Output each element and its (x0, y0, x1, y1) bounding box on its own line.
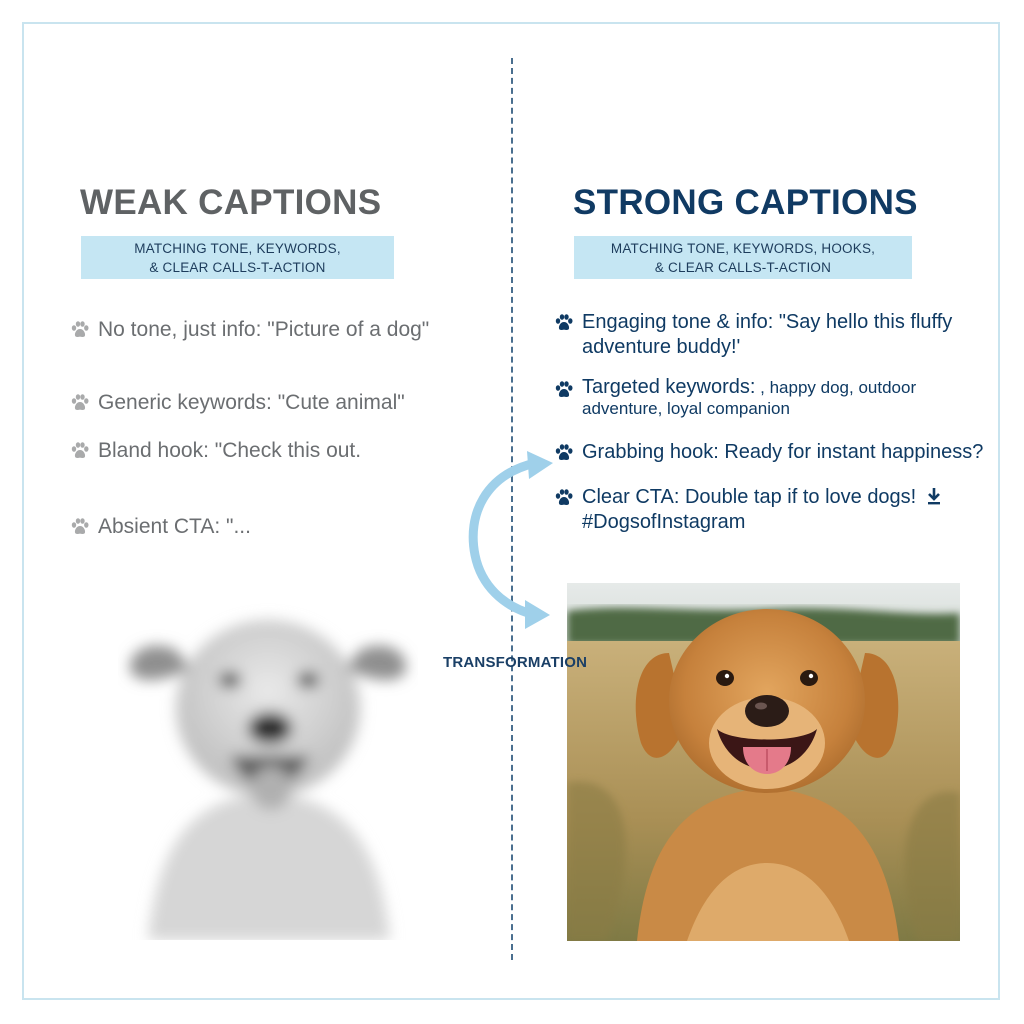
paw-icon (70, 320, 90, 340)
strong-captions-banner (574, 236, 912, 279)
paw-icon (70, 441, 90, 461)
weak-item-keywords (70, 390, 440, 415)
transformation-label: TRANSFORMATION (443, 654, 588, 671)
strong-banner-line2: & CLEAR CALLS-T-ACTION (654, 259, 832, 275)
strong-cta-line: Clear CTA: Double tap if to love dogs! (582, 486, 917, 508)
paw-icon (554, 380, 574, 400)
strong-dog-photo (567, 583, 960, 941)
strong-item-cta-text (582, 485, 942, 535)
weak-item-tone-text: No tone, just info: "Picture of a dog" (98, 318, 430, 341)
strong-item-tone (554, 310, 994, 360)
strong-cta-hashtag: #DogsofInstagram (582, 511, 746, 533)
paw-icon (70, 517, 90, 537)
strong-keywords-label: Targeted keywords: (582, 376, 756, 398)
paw-icon (554, 313, 574, 333)
strong-item-tone-text: Engaging tone & info: "Say hello this fluffy adventure buddy!' (582, 311, 953, 358)
strong-item-hook (554, 440, 994, 465)
blurred-dog-illustration (118, 598, 418, 940)
strong-item-keywords (554, 377, 994, 419)
weak-item-cta-text: Absient CTA: "... (98, 515, 251, 538)
weak-captions-title: WEAK CAPTIONS (80, 183, 382, 222)
weak-banner-line2: & CLEAR CALLS-T-ACTION (149, 259, 326, 275)
weak-item-hook (70, 438, 440, 463)
strong-captions-title: STRONG CAPTIONS (573, 183, 918, 222)
strong-banner-line1: MATCHING TONE, KEYWORDS, HOOKS, (610, 240, 876, 256)
golden-retriever-illustration (567, 583, 960, 941)
weak-item-cta (70, 514, 440, 539)
weak-item-keywords-text: Generic keywords: "Cute animal" (98, 391, 405, 414)
paw-icon (70, 393, 90, 413)
weak-item-hook-text: Bland hook: "Check this out. (98, 439, 362, 462)
weak-dog-photo (118, 598, 418, 940)
strong-item-keywords-text (582, 377, 982, 419)
strong-item-cta (554, 485, 994, 535)
weak-captions-banner (81, 236, 394, 279)
transformation-arrow-icon (455, 445, 565, 635)
weak-banner-line1: MATCHING TONE, KEYWORDS, (134, 240, 341, 256)
strong-item-hook-text: Grabbing hook: Ready for instant happiness? (582, 441, 984, 463)
weak-item-tone (70, 317, 440, 342)
download-arrow-icon (926, 487, 942, 505)
strong-keywords-list: , happy dog, outdoor adventure, loyal companion (582, 378, 917, 418)
